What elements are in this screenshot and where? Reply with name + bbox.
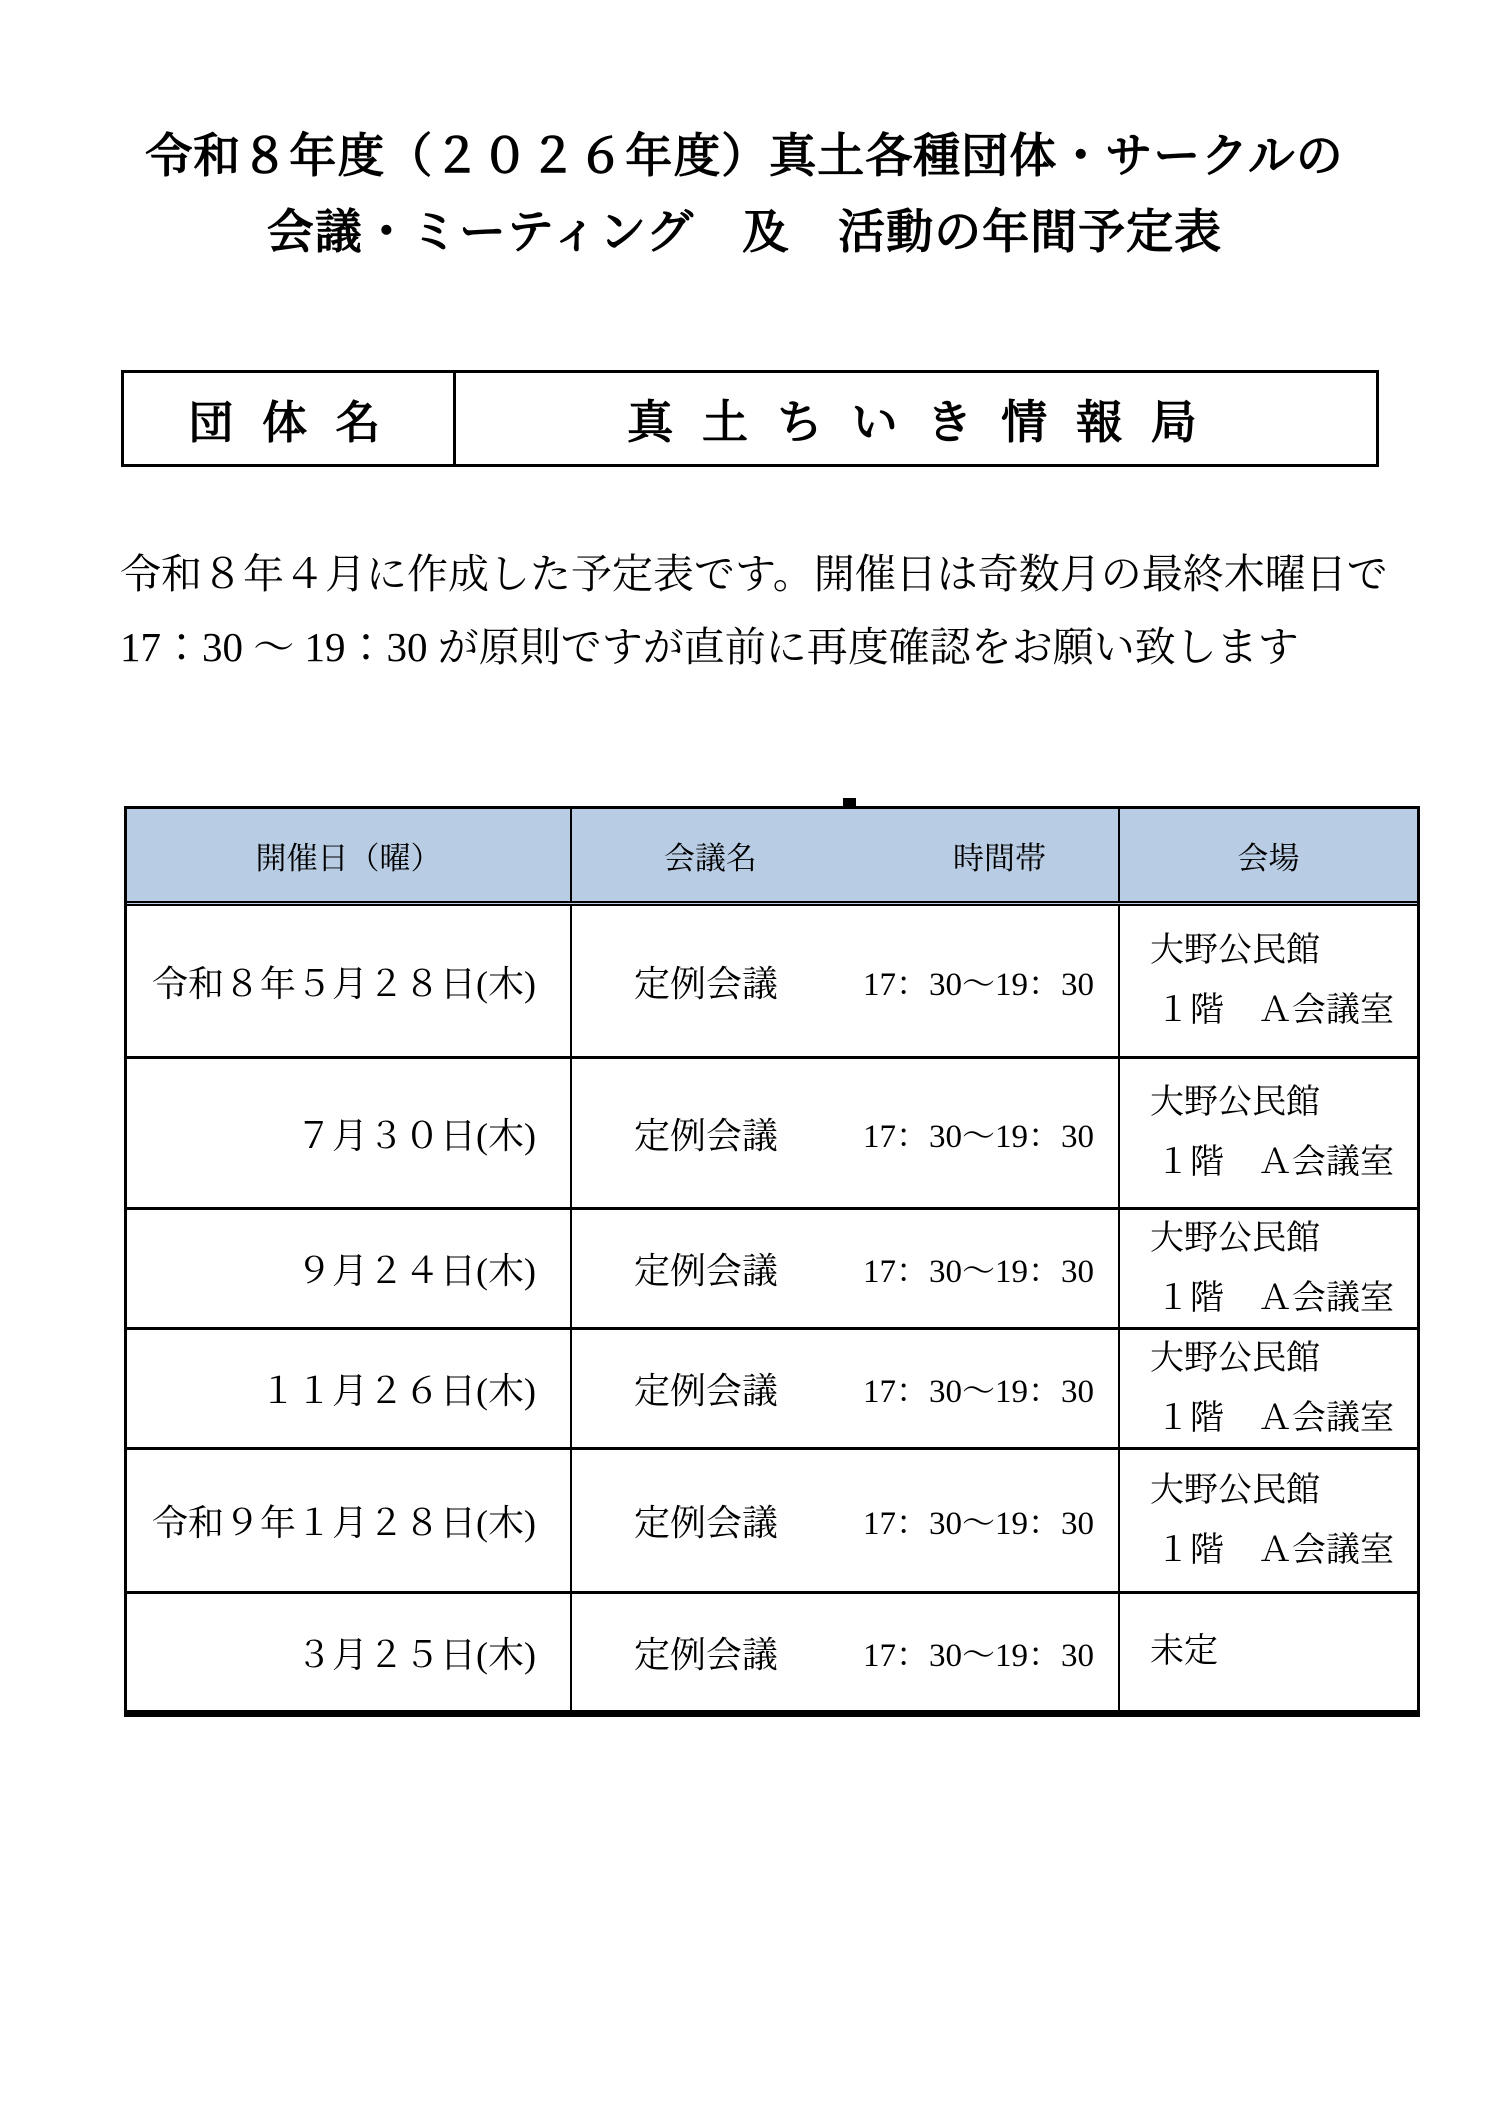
cell-meeting: 定例会議 (634, 963, 779, 1004)
venue-line1: 大野公民館 (1150, 1339, 1320, 1377)
venue-line1: 大野公民館 (1150, 932, 1320, 969)
table-row (127, 1447, 1417, 1591)
cell-meeting: 定例会議 (634, 1503, 779, 1543)
venue-line2: １階 Ａ会議室 (1156, 1144, 1394, 1181)
cell-meeting-time (572, 1450, 1120, 1591)
intro-line1: 令和８年４月に作成した予定表です。開催日は奇数月の最終木曜日で (120, 551, 1388, 597)
header-venue: 会場 (1237, 840, 1300, 876)
page-title-line2: 会議・ミーティング 及 活動の年間予定表 (266, 205, 1223, 258)
venue-line2: １階 Ａ会議室 (1156, 1399, 1394, 1437)
table-row (127, 1207, 1417, 1327)
cell-meeting: 定例会議 (634, 1251, 779, 1291)
table-row (127, 1056, 1417, 1207)
cell-meeting-time (572, 1059, 1120, 1207)
page-title (0, 118, 1489, 270)
cell-time: 17：30～19：30 (863, 1637, 1094, 1674)
header-date: 開催日（曜） (127, 809, 572, 901)
schedule-table (124, 806, 1420, 1717)
cell-meeting: 定例会議 (634, 1115, 779, 1156)
table-row (127, 906, 1417, 1056)
organization-label: 団 体 名 (124, 373, 456, 464)
cell-time: 17：30～19：30 (863, 1506, 1094, 1542)
organization-name: 真 土 ち い き 情 報 局 (627, 395, 1205, 448)
cell-venue (1120, 1450, 1417, 1591)
venue-line2: １階 Ａ会議室 (1156, 992, 1394, 1029)
cell-date: ３月２５日(木) (127, 1594, 572, 1710)
cell-time: 17：30～19：30 (863, 1374, 1094, 1410)
page-title-line1: 令和８年度（２０２６年度）真土各種団体・サークルの (145, 129, 1344, 182)
cell-venue (1120, 906, 1417, 1056)
cell-venue (1120, 1210, 1417, 1327)
venue-line1: 大野公民館 (1150, 1084, 1320, 1121)
cell-date: ７月３０日(木) (127, 1059, 572, 1207)
cell-meeting: 定例会議 (634, 1634, 779, 1675)
cell-meeting-time (572, 1210, 1120, 1327)
venue-line2: １階 Ａ会議室 (1156, 1531, 1394, 1569)
header-meeting: 会議名 (664, 840, 757, 876)
venue-line2: １階 Ａ会議室 (1156, 1279, 1394, 1317)
cell-date: 令和９年１月２８日(木) (127, 1450, 572, 1591)
cell-date: １１月２６日(木) (127, 1330, 572, 1447)
venue-line1: 大野公民館 (1150, 1471, 1320, 1509)
cell-meeting-time (572, 906, 1120, 1056)
venue-line1: 大野公民館 (1150, 1219, 1320, 1257)
cell-venue (1120, 1594, 1417, 1710)
cell-time: 17：30～19：30 (863, 1254, 1094, 1290)
cell-date: ９月２４日(木) (127, 1210, 572, 1327)
cell-date: 令和８年５月２８日(木) (127, 906, 572, 1056)
cell-meeting: 定例会議 (634, 1371, 779, 1411)
cell-venue (1120, 1330, 1417, 1447)
header-meeting-time (572, 809, 1120, 901)
intro-paragraph (120, 538, 1460, 684)
table-header-row (127, 809, 1417, 906)
cell-meeting-time (572, 1594, 1120, 1710)
cell-time: 17：30～19：30 (863, 966, 1094, 1003)
venue-line1: 未定 (1150, 1633, 1218, 1670)
table-row (127, 1327, 1417, 1447)
intro-line2: 17：30 ～ 19：30 が原則ですが直前に再度確認をお願い致します (120, 624, 1299, 670)
cell-meeting-time (572, 1330, 1120, 1447)
cell-venue (1120, 1059, 1417, 1207)
organization-name-box (121, 370, 1379, 467)
table-row (127, 1591, 1417, 1710)
header-time: 時間帯 (953, 840, 1046, 876)
cell-time: 17：30～19：30 (863, 1118, 1094, 1155)
